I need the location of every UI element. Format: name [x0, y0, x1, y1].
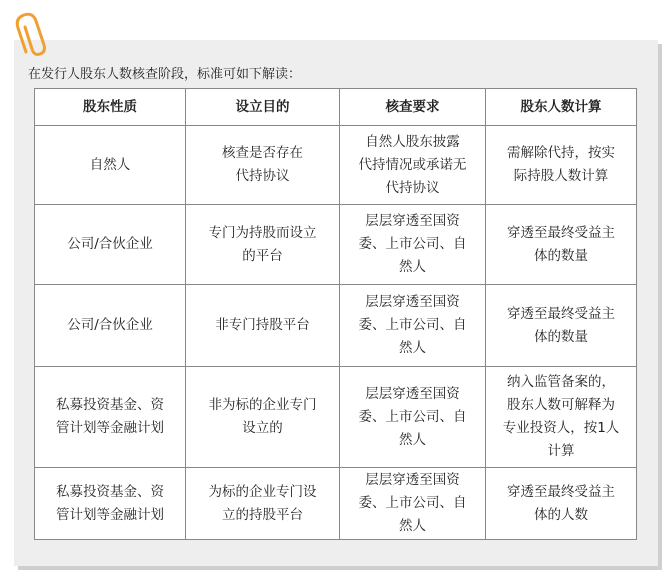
cell-purpose: [186, 205, 340, 285]
cell-line: 核查是否存在: [222, 145, 303, 161]
cell-line: 私募投资基金、资: [56, 483, 164, 500]
cell-line: 的平台: [242, 247, 283, 264]
cell-requirement: [340, 367, 486, 468]
cell-line: 设立的: [242, 420, 283, 436]
cell-line: 代持协议: [385, 179, 440, 196]
header-purpose: 设立目的: [186, 89, 340, 126]
cell-requirement: [340, 468, 486, 540]
cell-line: 然人: [399, 431, 426, 448]
header-requirement: 核查要求: [340, 89, 486, 126]
cell-purpose: [186, 367, 340, 468]
cell-line: 为标的企业专门设: [208, 483, 317, 500]
cell-line: 自然人: [89, 156, 131, 173]
cell-line: 自然人股东披露: [365, 133, 460, 150]
cell-line: 然人: [399, 518, 426, 534]
cell-line: 公司/合伙企业: [67, 236, 153, 252]
cell-line: 非为标的企业专门: [208, 397, 317, 413]
header-nature: 股东性质: [35, 89, 186, 126]
cell-calc: [486, 468, 637, 540]
cell-line: 穿透至最终受益主: [507, 224, 615, 241]
cell-line: 委、上市公司、自: [358, 317, 467, 333]
cell-line: 委、上市公司、自: [358, 236, 467, 252]
cell-line: 私募投资基金、资: [56, 397, 164, 413]
cell-requirement: [340, 285, 486, 367]
cell-line: 委、上市公司、自: [358, 495, 467, 511]
cell-line: 层层穿透至国资: [365, 294, 460, 310]
paperclip-icon: [14, 8, 54, 60]
table-row: [35, 126, 637, 205]
cell-line: 纳入监管备案的，: [507, 374, 615, 390]
table-row: [35, 285, 637, 367]
cell-line: 公司/合伙企业: [67, 317, 153, 333]
header-calc: 股东人数计算: [486, 89, 637, 126]
table-row: [35, 367, 637, 468]
cell-line: 穿透至最终受益主: [507, 483, 615, 500]
cell-line: 层层穿透至国资: [365, 472, 460, 488]
cell-line: 需解除代持，按实: [507, 145, 615, 161]
cell-line: 管计划等金融计划: [56, 506, 164, 523]
cell-line: 层层穿透至国资: [365, 213, 460, 229]
cell-line: 计算: [547, 443, 575, 459]
cell-line: 非专门持股平台: [215, 317, 310, 333]
cell-line: 立的持股平台: [222, 506, 303, 523]
cell-line: 然人: [399, 259, 426, 275]
cell-line: 委、上市公司、自: [358, 408, 467, 425]
cell-line: 股东人数可解释为: [507, 397, 615, 413]
cell-calc: [486, 205, 637, 285]
cell-purpose: [186, 126, 340, 205]
cell-line: 管计划等金融计划: [56, 420, 164, 436]
cell-line: 际持股人数计算: [513, 168, 609, 184]
cell-line: 层层穿透至国资: [365, 385, 460, 402]
intro-text: 在发行人股东人数核查阶段，标准可如下解读：: [28, 67, 302, 82]
cell-line: 代持协议: [235, 168, 290, 184]
table-row: [35, 205, 637, 285]
table-row: [35, 468, 637, 540]
table-header-row: [35, 89, 637, 126]
shareholder-table: [34, 88, 637, 540]
cell-requirement: [340, 126, 486, 205]
cell-line: 体的数量: [534, 328, 588, 345]
cell-nature: [35, 285, 186, 367]
cell-calc: [486, 126, 637, 205]
cell-line: 专门为持股而设立: [208, 224, 317, 241]
cell-nature: [35, 205, 186, 285]
cell-calc: [486, 367, 637, 468]
cell-purpose: [186, 468, 340, 540]
cell-calc: [486, 285, 637, 367]
cell-line: 体的人数: [534, 506, 588, 523]
cell-nature: [35, 126, 186, 205]
cell-requirement: [340, 205, 486, 285]
cell-line: 体的数量: [534, 247, 588, 264]
cell-line: 然人: [399, 340, 426, 356]
cell-nature: [35, 468, 186, 540]
cell-line: 穿透至最终受益主: [507, 305, 615, 322]
cell-line: 代持情况或承诺无: [358, 156, 467, 173]
cell-line: 专业投资人，按1人: [502, 420, 620, 436]
cell-nature: [35, 367, 186, 468]
cell-purpose: [186, 285, 340, 367]
